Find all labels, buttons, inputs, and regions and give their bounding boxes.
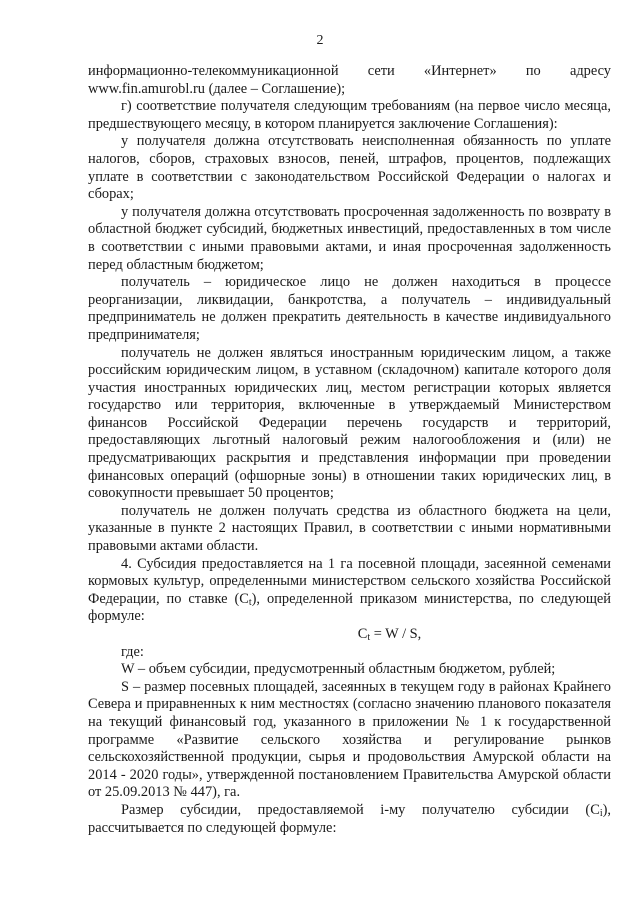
paragraph-subsidy-rate xyxy=(88,556,611,626)
page-number: 2 xyxy=(316,33,324,48)
paragraph-subsidy-size xyxy=(88,802,611,837)
paragraph-requirements: г) соответствие получателя следующим требованиям (на первое число месяца, предшествующего месяцу, в котором планируется заключение Соглашения): xyxy=(88,98,611,132)
formula-lhs: С xyxy=(357,626,368,642)
paragraph-foreign: получатель не должен являться иностранным юридическим лицом, а также российским юридическим лицом, в уставном (складочном) капитале которого доля участия иностранных юридических лиц, местом регистрации которых является государство или территория, включенные в утверждаемый Министерством финансов Российской Федерации перечень государств и территорий, предоставляющих льготный налоговый режим налогообложения и (или) не предусматривающих раскрытия и представления информации при проведении финансовых операций (офшорные зоны) в отношении таких юридических лиц, в совокупности превышает 50 процентов; xyxy=(88,344,611,502)
formula-subscript: t xyxy=(367,632,371,643)
rate-text-b: ), определенной приказом министерства, по следующей формуле: xyxy=(88,590,611,625)
size-text-b: ), рассчитывается по следующей формуле: xyxy=(88,801,611,836)
paragraph-continuation: информационно-телекоммуникационной сети «Интернет» по адресу www.fin.amurobl.ru (далее – Соглашение); xyxy=(88,63,611,97)
paragraph-reorganization: получатель – юридическое лицо не должен находиться в процессе реорганизации, ликвидации, банкротства, а получатель – индивидуальный предприниматель не должен прекратить деятельность в качестве индивидуального предпринимателя; xyxy=(88,274,611,343)
where-label: где: xyxy=(121,643,144,660)
paragraph-funds: получатель не должен получать средства из областного бюджета на цели, указанные в пункте 2 настоящих Правил, в соответствии с иными нормативными правовыми актами области. xyxy=(88,502,611,555)
formula-rhs: = W / S, xyxy=(370,626,422,642)
size-text-a: Размер субсидии, предоставляемой i-му получателю субсидии (С xyxy=(121,801,600,818)
document-body xyxy=(88,63,611,837)
definition-s: S – размер посевных площадей, засеянных в текущем году в районах Крайнего Севера и приравненных к ним местностях (согласно значению планового показателя на текущий финансовый год, указанного в приложении № 1 к государственной программе «Развитие сельского хозяйства и регулирование рынков сельскохозяйственной продукции, сырья и продовольствия Амурской области на 2014 - 2020 годы», утвержденной постановлением Правительства Амурской области от 25.09.2013 № 447), га. xyxy=(88,678,611,801)
subscript-t: t xyxy=(248,596,252,608)
rate-text-a: 4. Субсидия предоставляется на 1 га посевной площади, засеянной семенами кормовых культур, определенными министерством сельского хозяйства Российской Федерации, по ставке (С xyxy=(88,555,611,607)
formula xyxy=(88,626,611,644)
definition-w: W – объем субсидии, предусмотренный областным бюджетом, рублей; xyxy=(121,661,556,678)
subscript-i: i xyxy=(599,807,603,819)
paragraph-taxes: у получателя должна отсутствовать неисполненная обязанность по уплате налогов, сборов, страховых взносов, пеней, штрафов, процентов, подлежащих уплате в соответствии с законодательством Российской Федерации о налогах и сборах; xyxy=(88,133,611,203)
paragraph-debt: у получателя должна отсутствовать просроченная задолженность по возврату в областной бюджет субсидий, бюджетных инвестиций, предоставленных в том числе в соответствии с иными правовыми актами, и иная просроченная задолженность перед областным бюджетом; xyxy=(88,203,611,273)
